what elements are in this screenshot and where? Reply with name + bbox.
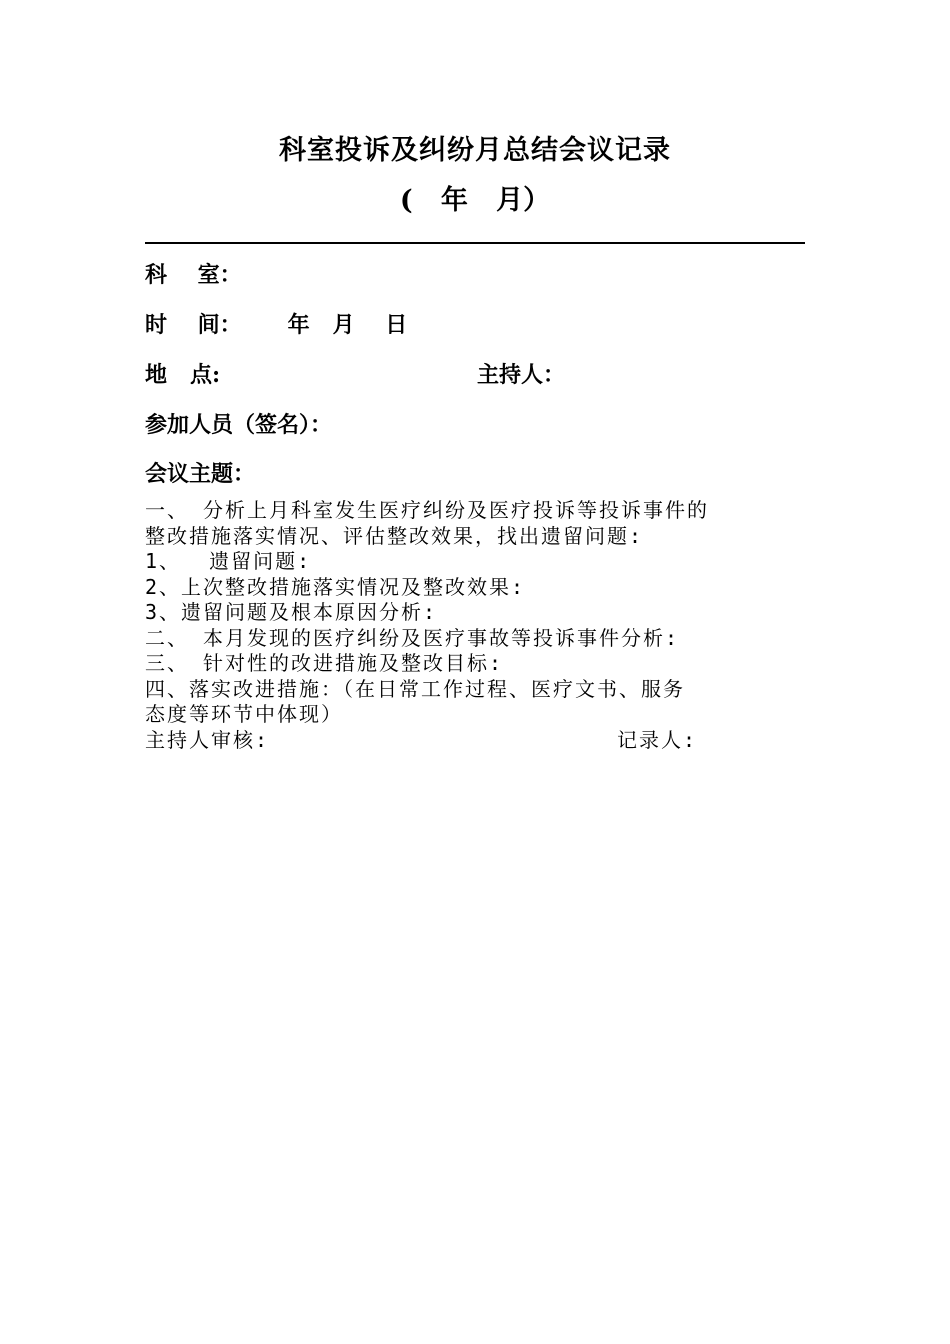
recorder-signature: 记录人: (617, 728, 698, 752)
header-divider (145, 242, 805, 244)
agenda-line: 一、 分析上月科室发生医疗纠纷及医疗投诉等投诉事件的 (145, 498, 710, 522)
document-subtitle-year-month: ( 年 月） (399, 185, 551, 216)
agenda-line: 三、 针对性的改进措施及整改目标: (145, 651, 504, 675)
place-field: 地 点: (145, 362, 221, 388)
host-review-signature: 主持人审核: (145, 728, 270, 752)
agenda-line: 四、落实改进措施：（在日常工作过程、医疗文书、服务 (145, 676, 685, 701)
agenda-line: 态度等环节中体现） (145, 702, 343, 726)
agenda-line: 二、 本月发现的医疗纠纷及医疗事故等投诉事件分析: (145, 625, 680, 650)
attendees-field: 参加人员（签名）： (145, 412, 333, 438)
department-field: 科 室： (145, 262, 242, 288)
meeting-topic-heading: 会议主题： (145, 461, 256, 487)
host-field: 主持人： (477, 362, 566, 388)
agenda-line: 2、上次整改措施落实情况及整改效果: (145, 574, 526, 599)
time-field: 时 间： 年 月 日 (145, 312, 408, 338)
document-title: 科室投诉及纠纷月总结会议记录 (279, 135, 671, 166)
agenda-line: 1、 遗留问题: (145, 549, 312, 573)
agenda-line: 3、遗留问题及根本原因分析: (145, 600, 438, 624)
meeting-agenda (145, 498, 810, 728)
agenda-line: 整改措施落实情况、评估整改效果，找出遗留问题: (145, 523, 644, 548)
